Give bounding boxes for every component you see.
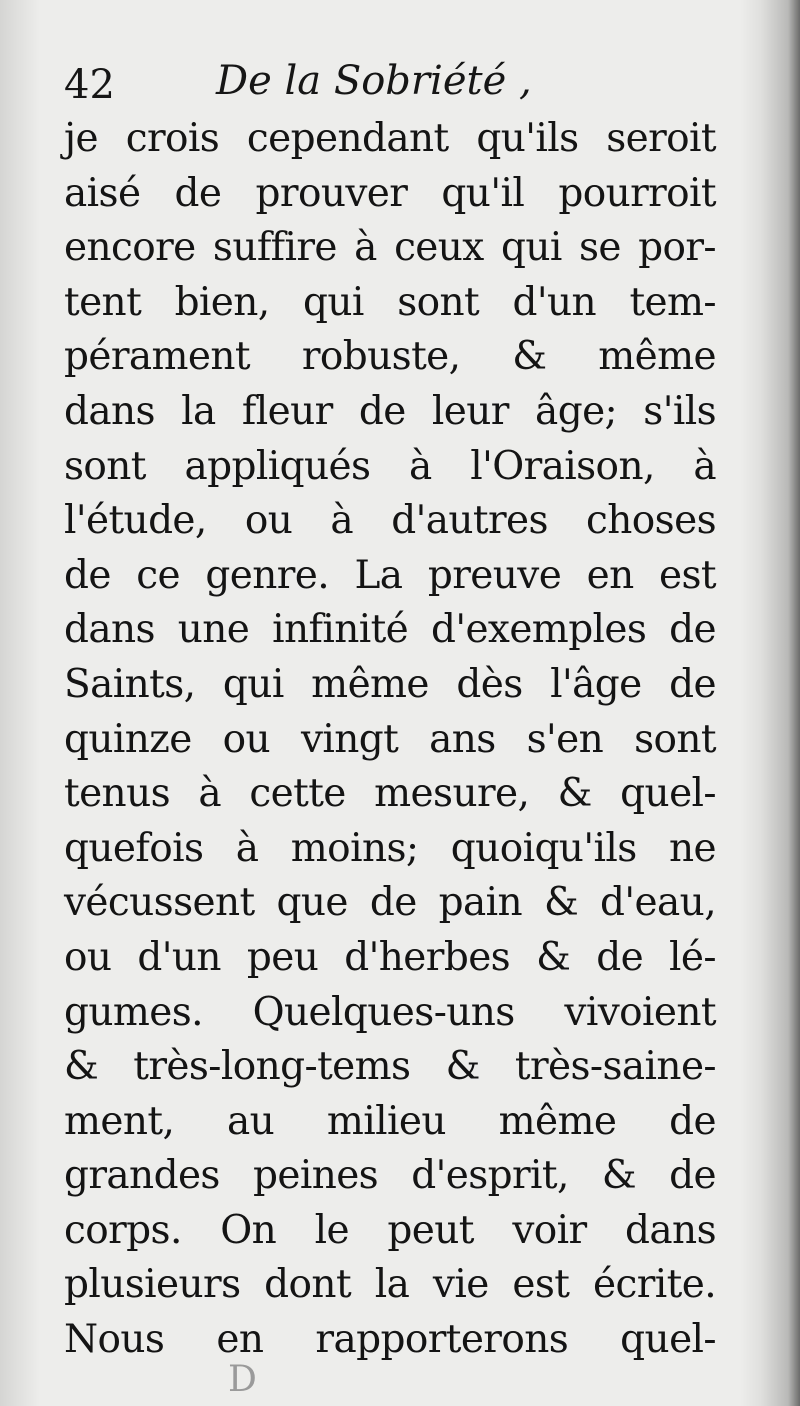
text-line: plusieurs dont la vie est écrite. — [64, 1262, 716, 1308]
page-number: 42 — [64, 62, 115, 108]
text-line: aisé de prouver qu'il pourroit — [64, 170, 716, 216]
text-line: vécussent que de pain & d'eau, — [64, 880, 716, 926]
text-line: gumes. Quelques-uns vivoient — [64, 989, 716, 1035]
text-line: tenus à cette mesure, & quel- — [64, 771, 716, 817]
running-head: De la Sobriété , — [216, 58, 532, 104]
text-line: & très-long-tems & très-saine- — [64, 1044, 716, 1090]
text-line: corps. On le peut voir dans — [64, 1207, 716, 1253]
page-gutter-shadow — [740, 0, 800, 1406]
text-line: l'étude, ou à d'autres choses — [64, 498, 716, 544]
text-line: ou d'un peu d'herbes & de lé- — [64, 934, 716, 980]
text-line: tent bien, qui sont d'un tem- — [64, 279, 716, 325]
text-line: Saints, qui même dès l'âge de — [64, 661, 716, 707]
text-line: grandes peines d'esprit, & de — [64, 1153, 716, 1199]
body-text — [64, 112, 716, 1368]
text-line: pérament robuste, & même — [64, 334, 716, 380]
text-line: quinze ou vingt ans s'en sont — [64, 716, 716, 762]
signature-mark: D — [228, 1359, 257, 1400]
text-line: dans la fleur de leur âge; s'ils — [64, 388, 716, 434]
text-line: sont appliqués à l'Oraison, à — [64, 443, 716, 489]
text-line: de ce genre. La preuve en est — [64, 552, 716, 598]
text-line: ment, au milieu même de — [64, 1098, 716, 1144]
text-line: Nous en rapporterons quel- — [64, 1317, 716, 1363]
text-line: dans une infinité d'exemples de — [64, 607, 716, 653]
text-line: je crois cependant qu'ils seroit — [64, 116, 716, 161]
page-edge-shadow-left — [0, 0, 40, 1406]
text-line: quefois à moins; quoiqu'ils ne — [64, 825, 716, 871]
text-line: encore suffire à ceux qui se por- — [64, 225, 716, 271]
